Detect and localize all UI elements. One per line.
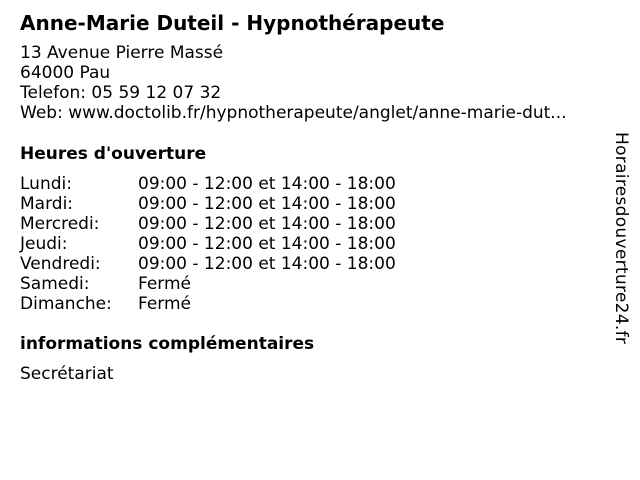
day-hours: 09:00 - 12:00 et 14:00 - 18:00	[138, 194, 396, 214]
day-label: Samedi:	[20, 274, 90, 294]
hours-row-wednesday	[20, 214, 600, 234]
hours-row-monday	[20, 174, 600, 194]
opening-hours-table	[20, 174, 600, 314]
phone-number: Telefon: 05 59 12 07 32	[20, 83, 222, 103]
website-link: Web: www.doctolib.fr/hypnotherapeute/anglet/anne-marie-dut...	[20, 103, 567, 123]
day-label: Jeudi:	[20, 234, 68, 254]
address-city: 64000 Pau	[20, 63, 111, 83]
opening-hours-heading: Heures d'ouverture	[20, 144, 207, 164]
day-hours: Fermé	[138, 294, 192, 314]
day-label: Vendredi:	[20, 254, 101, 274]
day-hours: 09:00 - 12:00 et 14:00 - 18:00	[138, 174, 396, 194]
hours-row-friday	[20, 254, 600, 274]
day-label: Dimanche:	[20, 294, 112, 314]
hours-row-saturday	[20, 274, 600, 294]
day-label: Lundi:	[20, 174, 72, 194]
listing-card	[20, 10, 600, 384]
site-watermark: Horairesdouverture24.fr	[611, 132, 631, 345]
hours-row-thursday	[20, 234, 600, 254]
additional-info-heading: informations complémentaires	[20, 334, 315, 354]
day-hours: 09:00 - 12:00 et 14:00 - 18:00	[138, 214, 396, 234]
day-label: Mercredi:	[20, 214, 100, 234]
hours-row-sunday	[20, 294, 600, 314]
page-title: Anne-Marie Duteil - Hypnothérapeute	[20, 11, 445, 35]
hours-row-tuesday	[20, 194, 600, 214]
day-hours: 09:00 - 12:00 et 14:00 - 18:00	[138, 234, 396, 254]
day-label: Mardi:	[20, 194, 74, 214]
additional-info-value: Secrétariat	[20, 364, 114, 384]
day-hours: Fermé	[138, 274, 192, 294]
address-street: 13 Avenue Pierre Massé	[20, 43, 224, 63]
day-hours: 09:00 - 12:00 et 14:00 - 18:00	[138, 254, 396, 274]
